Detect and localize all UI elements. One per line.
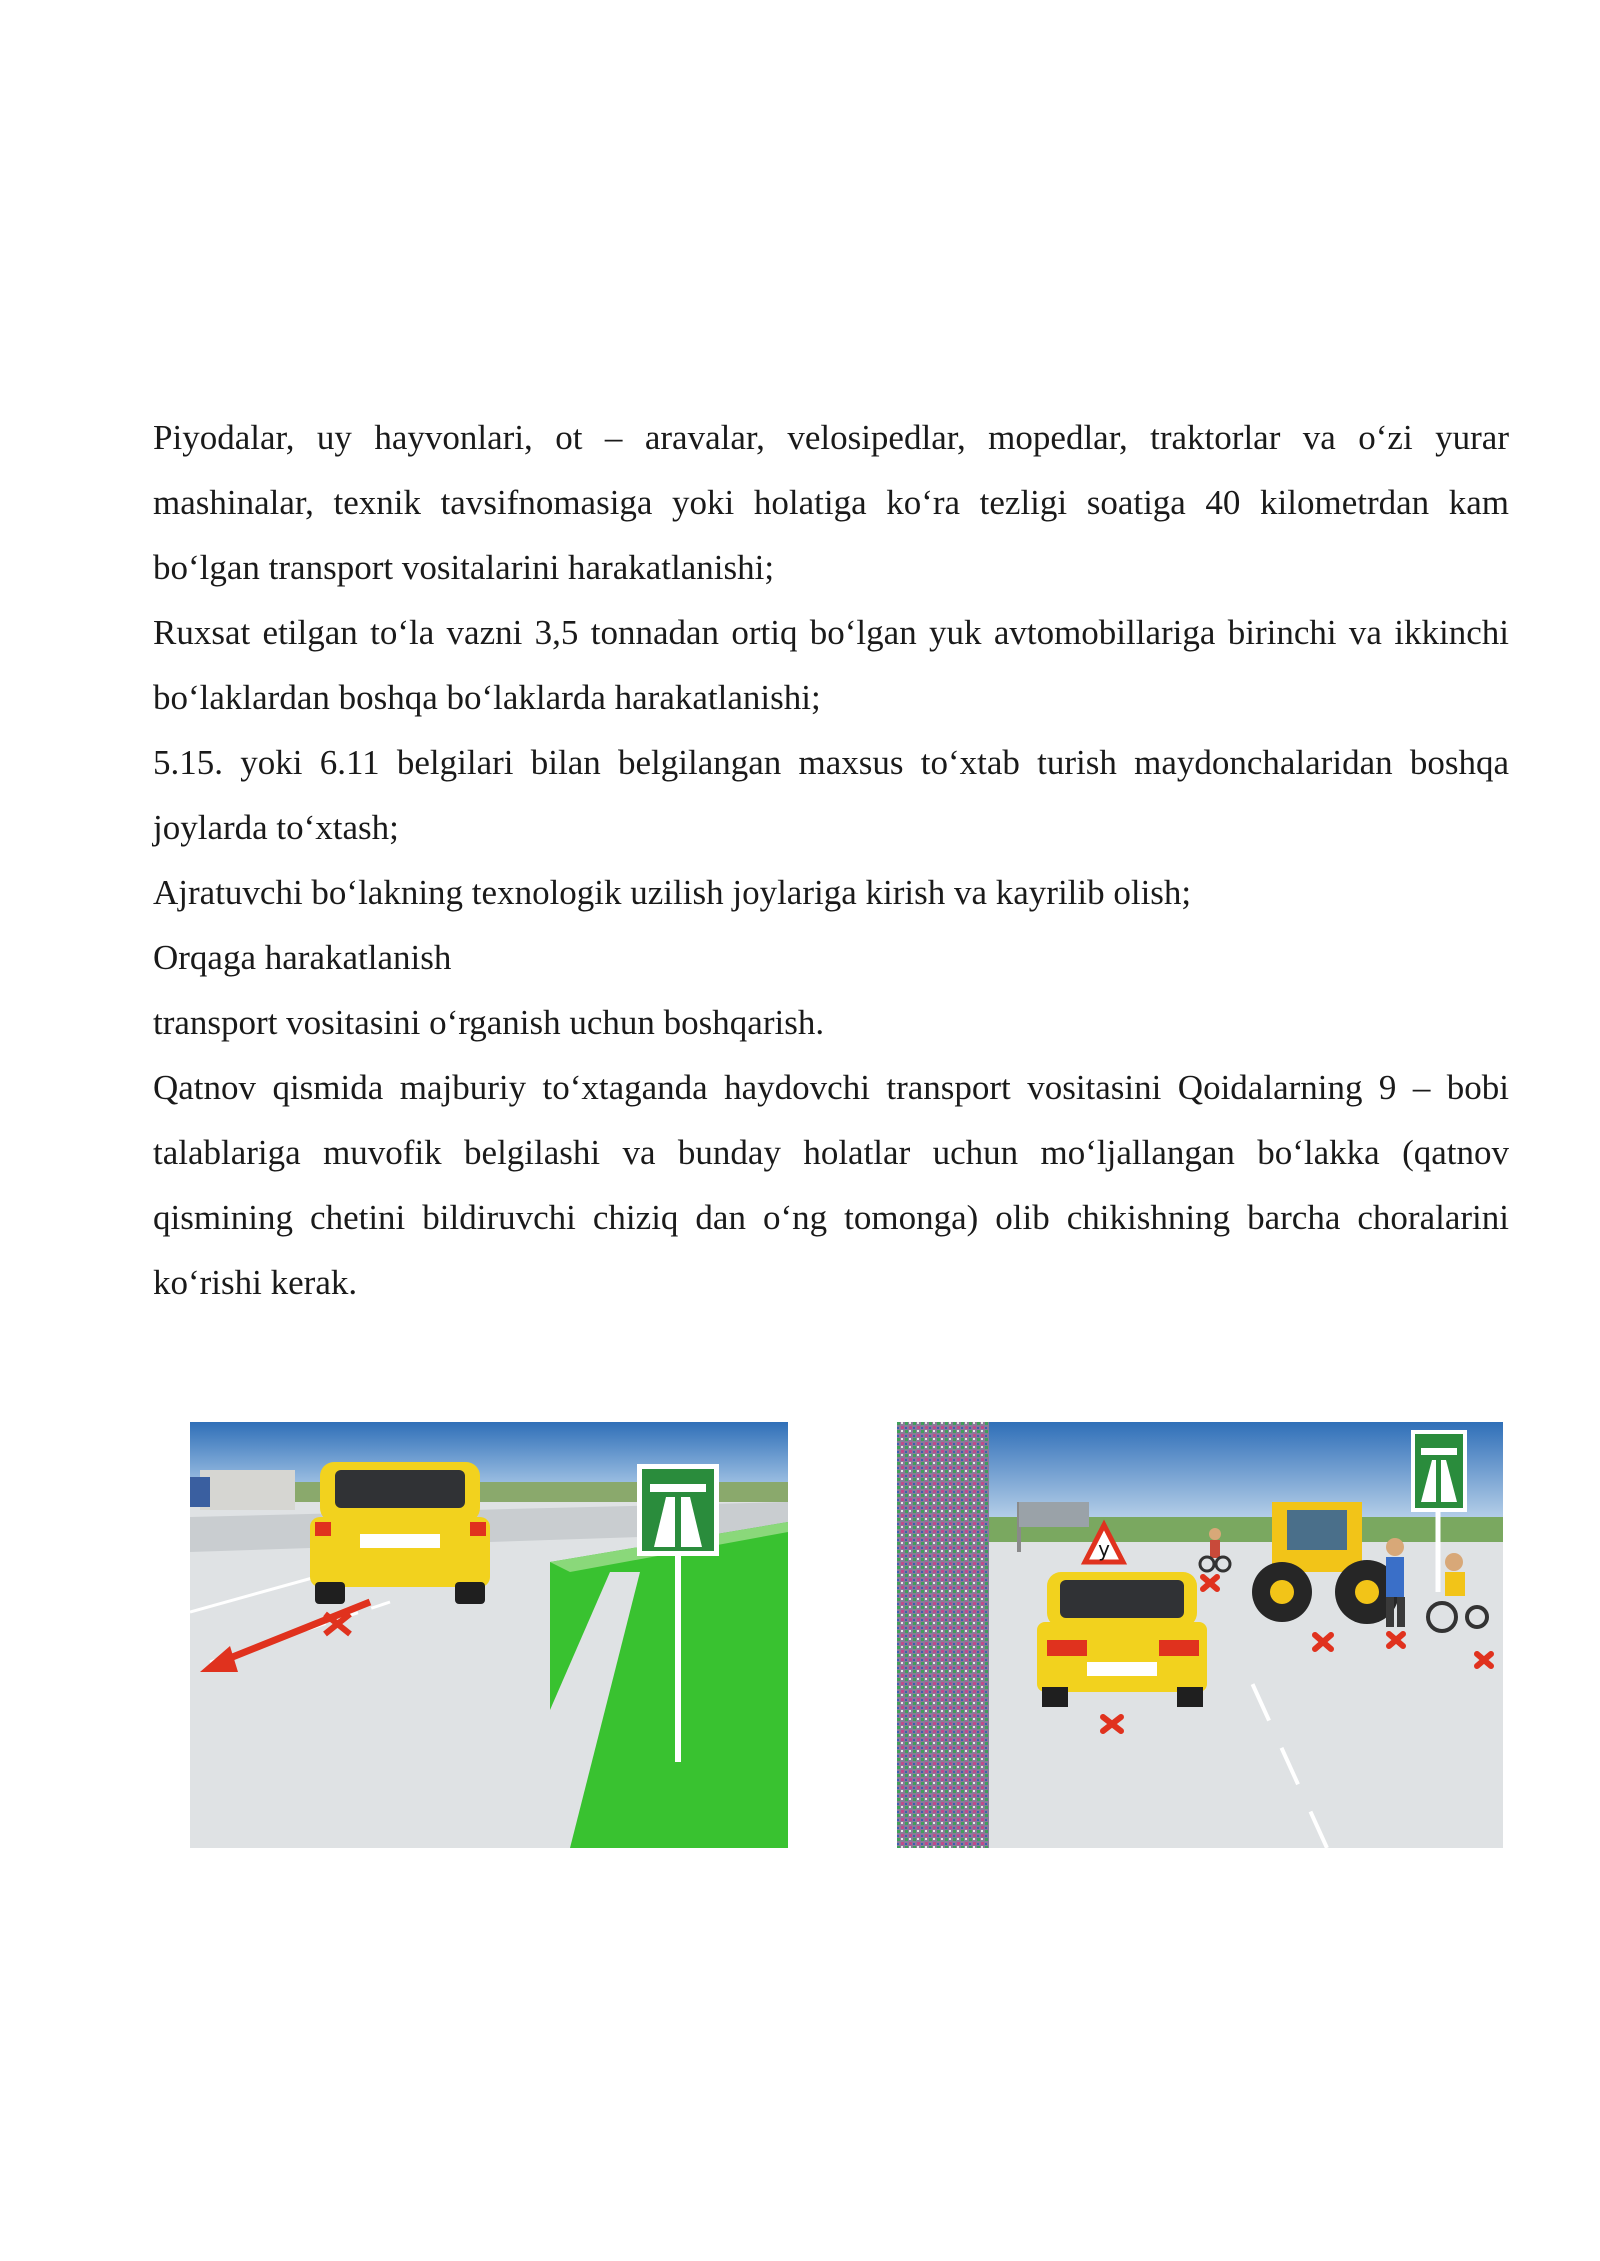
yellow-car-icon bbox=[310, 1462, 490, 1604]
paragraph-reversing: Orqaga harakatlanish bbox=[153, 938, 452, 977]
paragraph-median-breaks: Ajratuvchi boʻlakning texnologik uzilish joylariga kirish va kayrilib olish; bbox=[153, 873, 1192, 912]
noise-strip bbox=[897, 1422, 989, 1848]
svg-text:у: у bbox=[1098, 1537, 1110, 1561]
paragraph-training: transport vositasini oʻrganish uchun boshqarish. bbox=[153, 1003, 825, 1042]
paragraph-slow-vehicles: Piyodalar, uy hayvonlari, ot – aravalar, velosipedlar, mopedlar, traktorlar va oʻzi yurar mashinalar, texnik tavsifnomasiga yoki holatiga koʻra tezligi soatiga 40 kilometrdan kam boʻlgan transport vositalarini harakatlanishi; bbox=[153, 418, 1509, 587]
paragraph-heavy-trucks: Ruxsat etilgan toʻla vazni 3,5 tonnadan ortiq boʻlgan yuk avtomobillariga birinchi va ikkinchi boʻlaklardan boshqa boʻlaklarda harakatlanishi; bbox=[153, 613, 1509, 717]
motorway-uturn-illustration bbox=[190, 1422, 788, 1848]
document-body bbox=[153, 405, 1509, 1315]
motorway-prohibited-users-illustration bbox=[897, 1422, 1503, 1848]
paragraph-forced-stop: Qatnov qismida majburiy toʻxtaganda haydovchi transport vositasini Qoidalarning 9 – bobi talablariga muvofik belgilashi va bunday holatlar uchun moʻljallangan boʻlakka (qatnov qismining chetini bildiruvchi chiziq dan oʻng tomonga) olib chikishning barcha choralarini koʻrishi kerak. bbox=[153, 1068, 1509, 1302]
paragraph-stopping: 5.15. yoki 6.11 belgilari bilan belgilangan maxsus toʻxtab turish maydonchalaridan boshqa joylarda toʻxtash; bbox=[153, 743, 1509, 847]
